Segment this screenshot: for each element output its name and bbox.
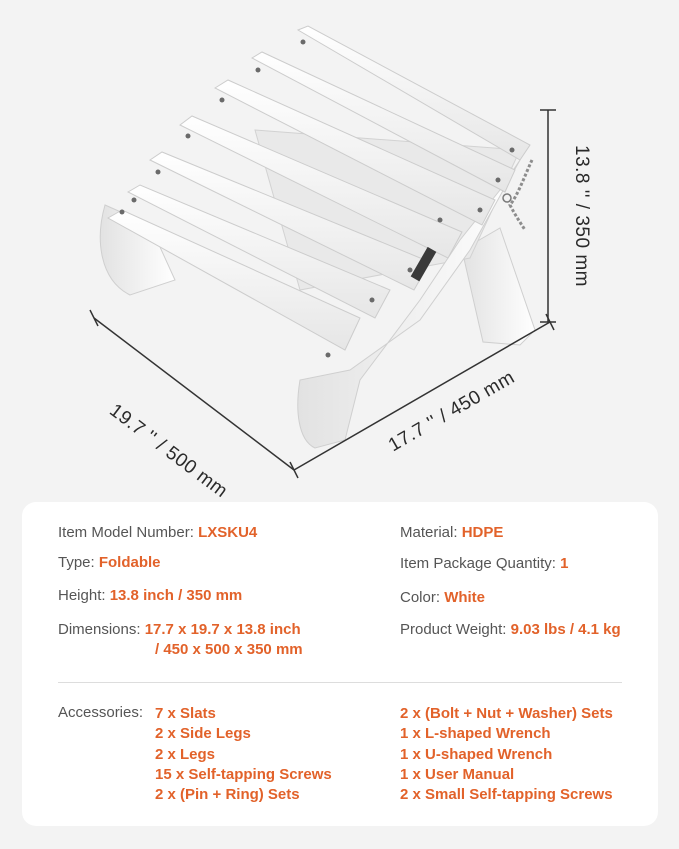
list-item: 2 x (Pin + Ring) Sets [155, 786, 300, 804]
spec-type-label: Type: [58, 554, 95, 571]
spec-model-value: LXSKU4 [198, 524, 258, 541]
spec-dimensions-value-line1: 17.7 x 19.7 x 13.8 inch [144, 621, 301, 638]
spec-type [58, 554, 161, 571]
accessories-right-list [400, 704, 613, 805]
spec-material-label: Material: [400, 524, 458, 541]
height-dimension-label: 13.8 '' / 350 mm [570, 145, 592, 287]
list-item: 1 x L-shaped Wrench [400, 725, 551, 743]
spec-height-label: Height: [58, 587, 106, 604]
list-item: 2 x Legs [155, 745, 216, 763]
spec-height-value: 13.8 inch / 350 mm [109, 587, 243, 604]
spec-dimensions-label: Dimensions: [58, 621, 141, 638]
list-item: 1 x User Manual [400, 765, 515, 783]
spec-model-label: Item Model Number: [58, 524, 194, 541]
spec-dimensions [58, 621, 301, 638]
spec-height [58, 587, 242, 604]
spec-package-qty [400, 555, 568, 572]
spec-color-value: White [444, 589, 486, 606]
list-item: 1 x U-shaped Wrench [400, 745, 553, 763]
spec-weight-value: 9.03 lbs / 4.1 kg [510, 621, 621, 638]
spec-material [400, 524, 503, 541]
spec-model [58, 524, 257, 541]
width-dimension-label: 19.7 '' / 500 mm [105, 400, 232, 503]
spec-type-value: Foldable [98, 554, 161, 571]
accessories-left-list [155, 704, 332, 805]
spec-dimensions-line2 [155, 641, 303, 658]
spec-color-label: Color: [400, 589, 441, 606]
spec-package-qty-value: 1 [560, 555, 569, 572]
divider [58, 682, 622, 683]
spec-weight-label: Product Weight: [400, 621, 507, 638]
slats [108, 26, 530, 350]
accessories-label: Accessories: [58, 704, 144, 721]
spec-card [22, 502, 658, 826]
spec-color [400, 589, 485, 606]
list-item: 2 x (Bolt + Nut + Washer) Sets [400, 705, 613, 722]
spec-material-value: HDPE [461, 524, 504, 541]
spec-dimensions-value-line2: / 450 x 500 x 350 mm [155, 641, 303, 658]
spec-package-qty-label: Item Package Quantity: [400, 555, 556, 572]
list-item: 15 x Self-tapping Screws [155, 765, 332, 783]
list-item: 2 x Small Self-tapping Screws [400, 786, 613, 804]
list-item: 2 x Side Legs [155, 725, 251, 743]
list-item: 7 x Slats [155, 705, 216, 722]
depth-dimension-label: 17.7 '' / 450 mm [385, 367, 519, 457]
spec-weight [400, 621, 621, 638]
